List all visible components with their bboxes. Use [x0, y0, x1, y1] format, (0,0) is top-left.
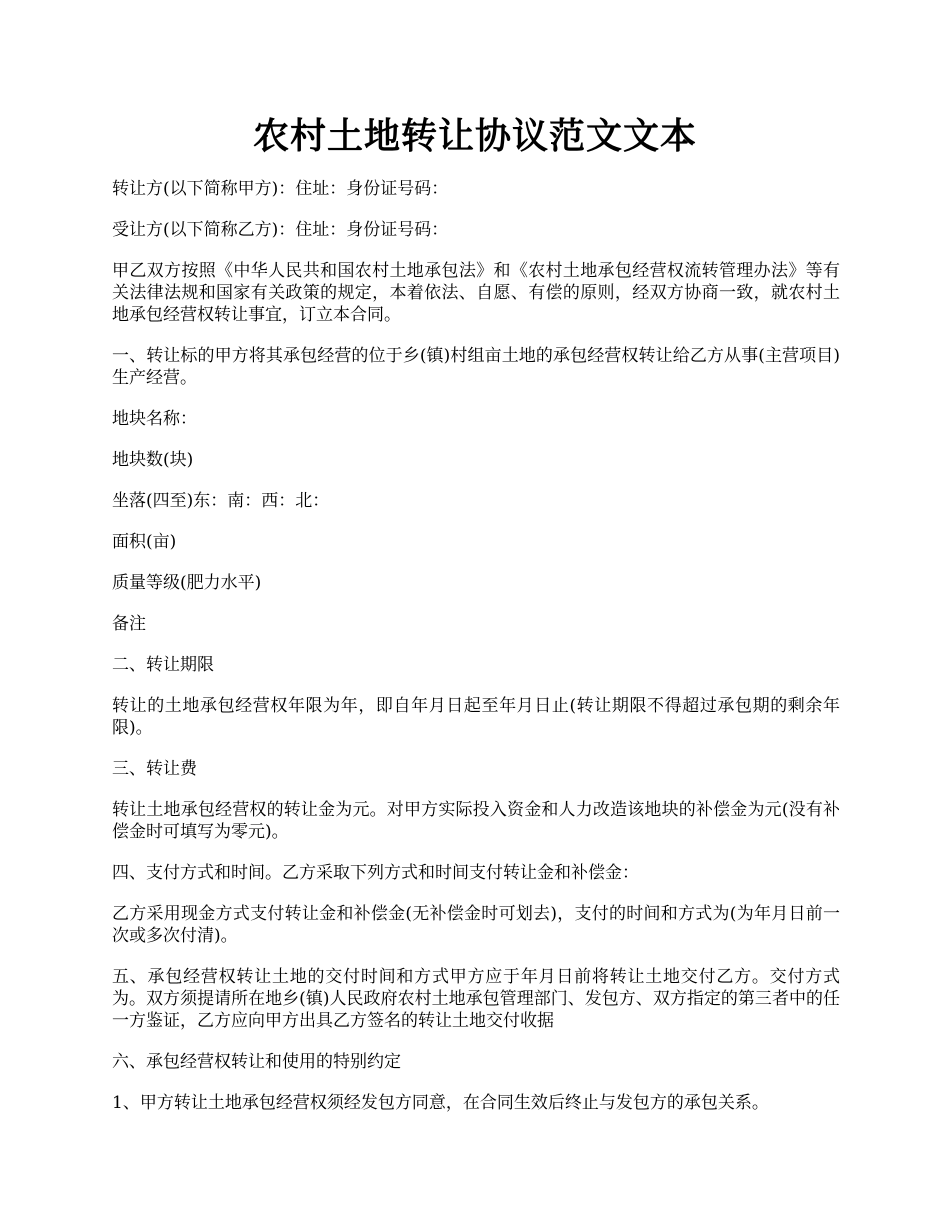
paragraph-section-6-heading: 六、承包经营权转让和使用的特别约定 [112, 1052, 401, 1072]
paragraph-plot-count: 地块数(块) [112, 450, 194, 470]
paragraph-transferee: 受让方(以下简称乙方)：住址：身份证号码： [112, 220, 449, 240]
paragraph-transferor: 转让方(以下简称甲方)：住址：身份证号码： [112, 179, 449, 199]
paragraph-section-2-heading: 二、转让期限 [112, 655, 214, 675]
document-title: 农村土地转让协议范文文本 [252, 115, 697, 157]
paragraph-plot-name: 地块名称： [112, 409, 197, 429]
paragraph-section-5: 五、承包经营权转让土地的交付时间和方式甲方应于年月日前将转让土地交付乙方。交付方式为。双方须提请所在地乡(镇)人民政府农村土地承包管理部门、发包方、双方指定的第三者中的任一方鉴证，乙方应向甲方出具乙方签名的转让土地交付收据 [112, 967, 840, 1031]
paragraph-remarks: 备注 [112, 614, 146, 634]
paragraph-plot-area: 面积(亩) [112, 532, 177, 552]
paragraph-preamble: 甲乙双方按照《中华人民共和国农村土地承包法》和《农村土地承包经营权流转管理办法》等有关法律法规和国家有关政策的规定，本着依法、自愿、有偿的原则，经双方协商一致，就农村土地承包经营权转让事宜，订立本合同。 [112, 261, 840, 325]
paragraph-section-4-body: 乙方采用现金方式支付转让金和补偿金(无补偿金时可划去)，支付的时间和方式为(为年月日前一次或多次付清)。 [112, 904, 840, 946]
paragraph-plot-location: 坐落(四至)东：南：西：北： [112, 491, 330, 511]
paragraph-section-1: 一、转让标的甲方将其承包经营的位于乡(镇)村组亩土地的承包经营权转让给乙方从事(主营项目)生产经营。 [112, 346, 840, 388]
document-body [112, 178, 840, 1133]
paragraph-section-4-heading: 四、支付方式和时间。乙方采取下列方式和时间支付转让金和补偿金： [112, 863, 639, 883]
paragraph-section-3-heading: 三、转让费 [112, 759, 197, 779]
paragraph-section-6-item-1: 1、甲方转让土地承包经营权须经发包方同意，在合同生效后终止与发包方的承包关系。 [112, 1093, 769, 1113]
paragraph-section-2-body: 转让的土地承包经营权年限为年，即自年月日起至年月日止(转让期限不得超过承包期的剩余年限)。 [112, 696, 840, 738]
paragraph-section-3-body: 转让土地承包经营权的转让金为元。对甲方实际投入资金和人力改造该地块的补偿金为元(没有补偿金时可填写为零元)。 [112, 800, 840, 842]
paragraph-plot-quality: 质量等级(肥力水平) [112, 573, 262, 593]
